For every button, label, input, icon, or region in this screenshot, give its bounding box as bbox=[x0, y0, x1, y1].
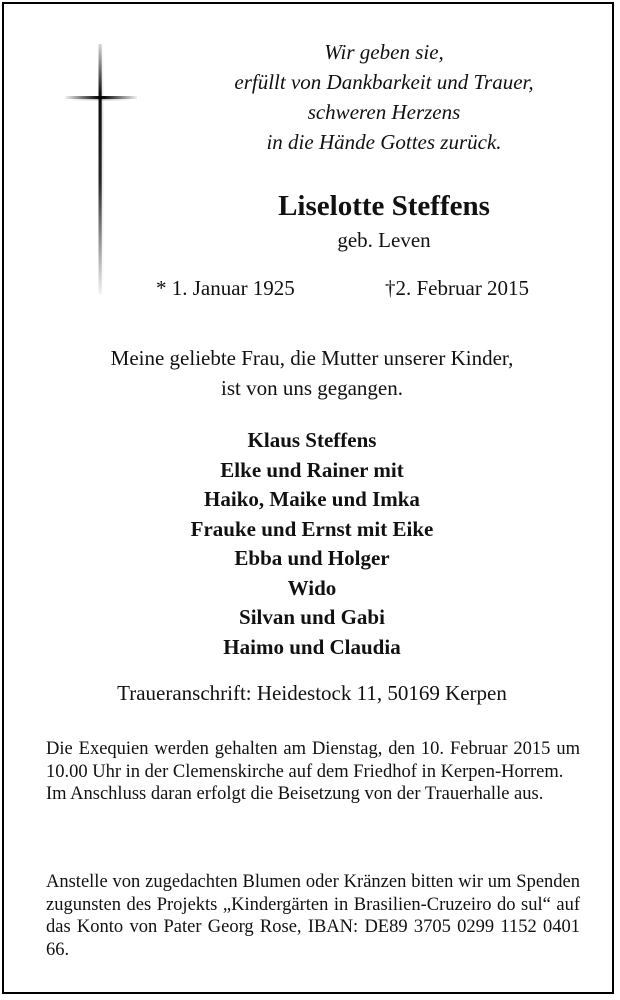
burial-text: Im Anschluss daran erfolgt die Beisetzung von der Trauerhalle aus. bbox=[46, 784, 544, 804]
verse-line: schweren Herzens bbox=[307, 100, 461, 124]
service-details bbox=[46, 738, 580, 806]
cross-icon bbox=[61, 42, 141, 302]
verse bbox=[174, 37, 594, 157]
birth-name: geb. Leven bbox=[337, 228, 431, 252]
mourner-entry: Frauke und Ernst mit Eike bbox=[190, 516, 434, 541]
mourner-entry: Ebba und Holger bbox=[234, 546, 390, 570]
deceased-name: Liselotte Steffens bbox=[278, 190, 490, 222]
verse-line: erfüllt von Dankbarkeit und Trauer, bbox=[234, 70, 534, 94]
mourner-entry: Haimo und Claudia bbox=[223, 634, 401, 659]
donation-text: Anstelle von zugedachten Blumen oder Kränzen bitten wir um Spenden zugunsten des Projekts „Kindergärten in Brasilien-Cruzeiro do sul“ auf das Konto von Pater Georg Rose, IBAN: DE89 3705 0299 1152 0401 66. bbox=[46, 872, 580, 960]
mourners-list bbox=[4, 426, 620, 662]
verse-line: Wir geben sie, bbox=[324, 40, 444, 64]
birth-date: * 1. Januar 1925 bbox=[156, 276, 295, 300]
statement bbox=[4, 343, 620, 403]
mourner-entry: Elke und Rainer mit bbox=[220, 457, 404, 482]
verse-line: in die Hände Gottes zurück. bbox=[266, 130, 502, 154]
donation-details bbox=[46, 871, 580, 961]
mourner-entry: Haiko, Maike und Imka bbox=[204, 487, 420, 511]
service-text: Die Exequien werden gehalten am Dienstag, den 10. Februar 2015 um 10.00 Uhr in der Clemenskirche auf dem Friedhof in Kerpen-Horrem. bbox=[46, 739, 580, 782]
statement-line: ist von uns gegangen. bbox=[221, 376, 403, 400]
death-date: †2. Februar 2015 bbox=[385, 276, 530, 300]
mourner-entry: Klaus Steffens bbox=[247, 428, 377, 452]
statement-line: Meine geliebte Frau, die Mutter unserer Kinder, bbox=[110, 346, 514, 370]
mourner-entry: Wido bbox=[287, 575, 337, 600]
obituary-notice bbox=[2, 2, 614, 994]
mourning-address: Traueranschrift: Heidestock 11, 50169 Kerpen bbox=[117, 681, 507, 705]
mourner-entry: Silvan und Gabi bbox=[239, 605, 385, 629]
